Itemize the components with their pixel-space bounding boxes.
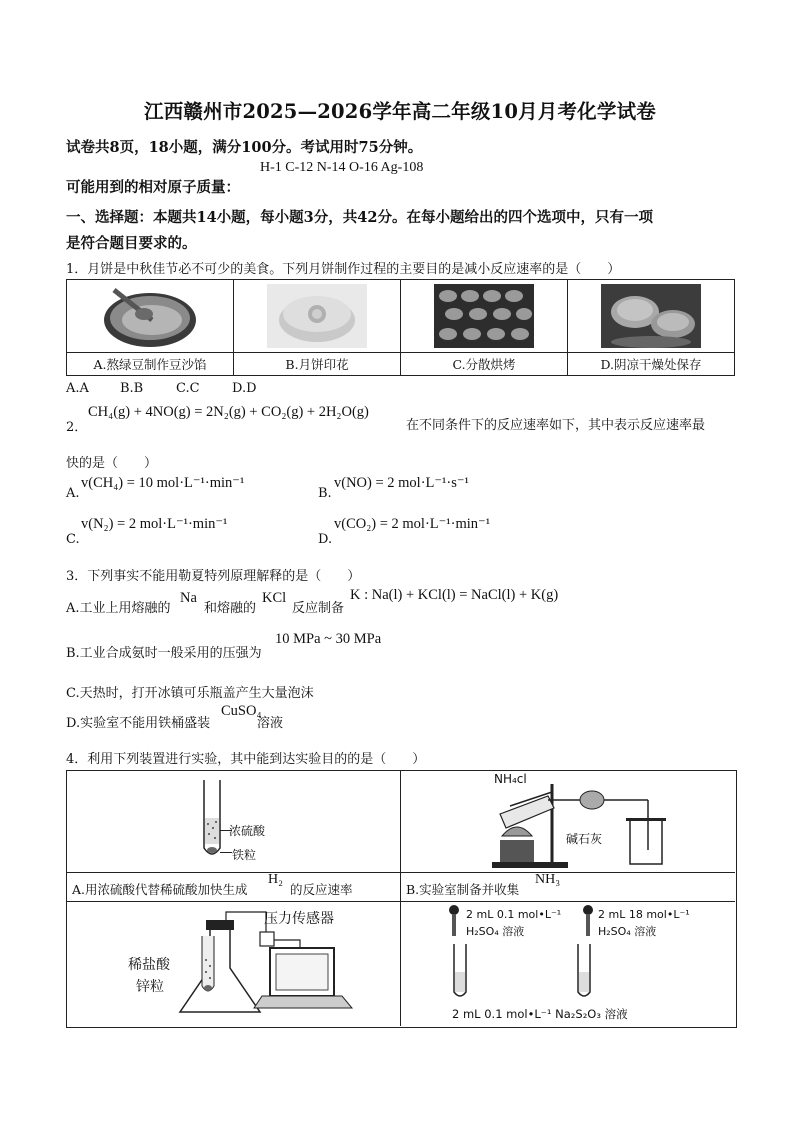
q1-answer-a: A.A — [66, 381, 89, 396]
q4-vertical-divider — [400, 770, 401, 1026]
test-tube-right-diagram — [572, 942, 596, 1006]
label-d-right-conc: 2 mL 18 mol•L⁻¹ — [598, 908, 690, 921]
label-d-thiosulfate: 2 mL 0.1 mol•L⁻¹ Na₂S₂O₃ 溶液 — [452, 1007, 628, 1021]
label-soda-lime: 碱石灰 — [566, 832, 603, 846]
q2-option-a-letter: A. — [66, 486, 80, 501]
label-line — [220, 852, 232, 853]
q1-option-a-label: A.熬绿豆制作豆沙馅 — [67, 353, 234, 376]
mung-bean-photo — [67, 280, 233, 352]
label-dilute-hcl: 稀盐酸 — [128, 957, 170, 973]
q1-stem: 1．月饼是中秋佳节必不可少的美食。下列月饼制作过程的主要目的是减小反应速率的是（ ） — [66, 262, 621, 277]
q1-option-d-label: D.阴凉干燥处保存 — [568, 353, 735, 376]
q3-d-prefix: D.实验室不能用铁桶盛装 — [66, 716, 211, 731]
q4-a-caption-formula: H₂ — [268, 872, 283, 887]
label-d-right-solution: H₂SO₄ 溶液 — [598, 925, 657, 938]
q1-answer-c: C.C — [176, 381, 200, 396]
q2-option-a-expr: v(CH₄) = 10 mol·L⁻¹·min⁻¹ — [81, 475, 245, 491]
q2-option-d-letter: D. — [318, 532, 333, 547]
dropper-right-icon — [580, 904, 596, 944]
label-pressure-sensor: 压力传感器 — [264, 911, 334, 927]
mooncake-print-photo — [234, 280, 400, 352]
q4-b-caption-prefix: B.实验室制备并收集 — [406, 882, 520, 897]
label-iron-granules: 铁粒 — [232, 848, 257, 862]
q3-a-mid2: 反应制备 — [292, 601, 345, 616]
label-d-left-solution: H₂SO₄ 溶液 — [466, 925, 525, 938]
q2-stem-tail: 在不同条件下的反应速率如下，其中表示反应速率最 — [406, 418, 706, 433]
q3-stem: 3．下列事实不能用勒夏特列原理解释的是（ ） — [66, 569, 361, 584]
q3-a-na: Na — [180, 590, 197, 606]
q3-b-prefix: B.工业合成氨时一般采用的压强为 — [66, 646, 262, 661]
q2-number: 2． — [66, 420, 88, 435]
q2-stem-line2: 快的是（ ） — [66, 456, 158, 471]
q2-option-d-expr: v(CO₂) = 2 mol·L⁻¹·min⁻¹ — [334, 516, 491, 532]
q3-a-kcl: KCl — [262, 590, 287, 606]
ammonia-prep-diagram — [488, 774, 668, 874]
q2-option-c-letter: C. — [66, 532, 80, 547]
q1-image-table — [66, 279, 735, 376]
section-heading-line1: 一、选择题：本题共14小题，每小题3分，共42分。在每小题给出的四个选项中，只有一项 — [66, 209, 653, 226]
q4-row-divider-2 — [66, 901, 735, 902]
test-tube-left-diagram — [448, 942, 472, 1006]
q2-option-b-letter: B. — [318, 486, 332, 501]
exam-info: 试卷共8页，18小题，满分100分。考试用时75分钟。 — [66, 139, 423, 156]
q3-b-value: 10 MPa ~ 30 MPa — [275, 631, 382, 647]
q2-option-b-expr: v(NO) = 2 mol·L⁻¹·s⁻¹ — [334, 475, 469, 491]
q4-b-caption-formula: NH₃ — [535, 872, 561, 887]
section-heading-line2: 是符合题目要求的。 — [66, 235, 197, 252]
q2-option-c-expr: v(N₂) = 2 mol·L⁻¹·min⁻¹ — [81, 516, 228, 532]
label-conc-sulfuric-acid: 浓硫酸 — [229, 824, 266, 838]
q1-answer-b: B.B — [120, 381, 144, 396]
q4-a-caption-suffix: 的反应速率 — [290, 882, 353, 897]
q4-a-caption-prefix: A.用浓硫酸代替稀硫酸加快生成 — [72, 882, 248, 897]
baking-tray-photo — [401, 280, 567, 352]
label-nh4cl: NH₄cl — [494, 772, 527, 786]
q3-d-formula: CuSO₄ — [221, 703, 262, 719]
q2-equation: CH₄(g) + 4NO(g) = 2N₂(g) + CO₂(g) + 2H₂O(g) — [88, 404, 369, 420]
q3-a-prefix: A.工业上用熔融的 — [66, 601, 171, 616]
page-title: 江西赣州市2025—2026学年高二年级10月月考化学试卷 — [144, 100, 656, 123]
q3-d-suffix: 溶液 — [257, 716, 284, 731]
atomic-mass-label: 可能用到的相对原子质量： — [66, 179, 240, 196]
label-d-left-conc: 2 mL 0.1 mol•L⁻¹ — [466, 908, 562, 921]
q1-option-c-label: C.分散烘烤 — [401, 353, 568, 376]
label-zinc-granules: 锌粒 — [136, 979, 164, 995]
q1-answer-d: D.D — [232, 381, 257, 396]
q3-a-equation: K : Na(l) + KCl(l) = NaCl(l) + K(g) — [350, 587, 559, 603]
dropper-left-icon — [446, 904, 462, 944]
atomic-masses: H-1 C-12 N-14 O-16 Ag-108 — [260, 160, 424, 175]
q3-c: C.天热时，打开冰镇可乐瓶盖产生大量泡沫 — [66, 686, 314, 701]
stored-mooncake-photo — [568, 280, 734, 352]
q1-option-b-label: B.月饼印花 — [234, 353, 401, 376]
q4-stem: 4．利用下列装置进行实验，其中能到达实验目的的是（ ） — [66, 752, 426, 767]
q3-a-mid: 和熔融的 — [204, 601, 257, 616]
